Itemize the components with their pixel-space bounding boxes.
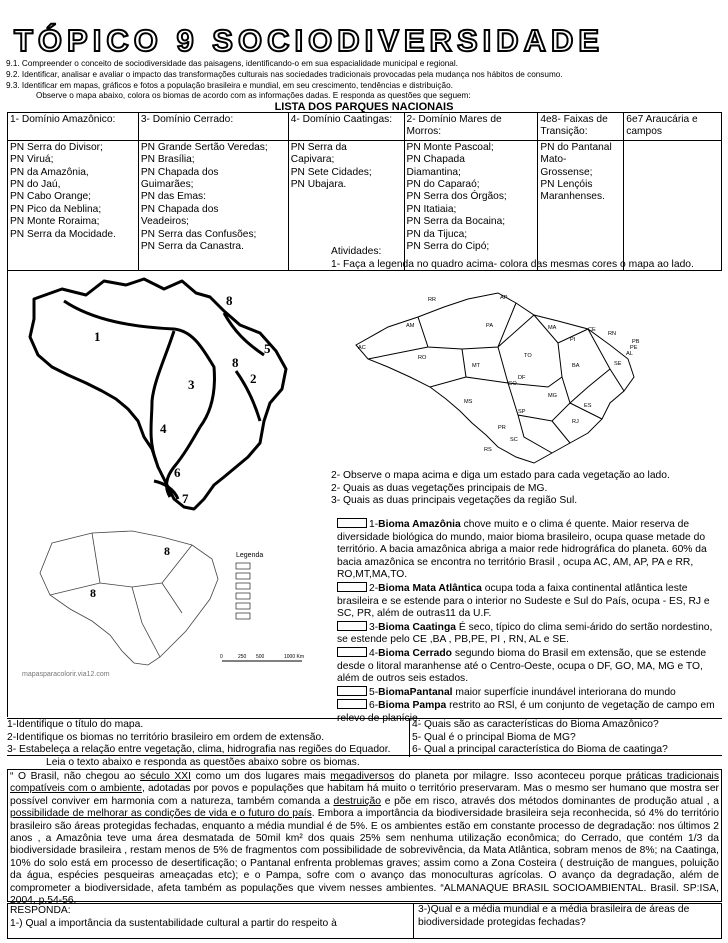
legend-title: Legenda — [236, 552, 264, 559]
state-label: RO — [418, 355, 427, 361]
question-item: 5- Qual é o principal Bioma de MG? — [412, 731, 576, 743]
region-number: 8 — [164, 544, 170, 558]
color-swatch[interactable] — [337, 518, 367, 528]
park-name: PN Itatiaia; — [406, 203, 457, 215]
region-number: 8 — [90, 586, 96, 600]
parks-header-cell: 3- Domínio Cerrado: — [138, 113, 288, 141]
biome-name: Bioma Pampa — [378, 700, 447, 712]
state-label: AP — [500, 295, 508, 301]
color-swatch[interactable] — [337, 621, 367, 631]
biome-description: restrito ao RSl, é um conjunto de vegetação de campo em relevo de planície. — [337, 700, 715, 724]
color-swatch[interactable] — [337, 647, 367, 657]
parks-header-cell: 4- Domínio Caatingas: — [288, 113, 404, 141]
state-label: TO — [524, 353, 532, 359]
response-question: 3-)Qual e a média mundial e a média brasileira de áreas de biodiversidade protegidas fechadas? — [418, 904, 690, 928]
parks-header-cell: 1- Domínio Amazônico: — [8, 113, 139, 141]
objective-item: 9.3. Identificar em mapas, gráficos e fotos a população brasileira e mundial, em seu crescimento, tendências e distribuição. — [6, 81, 453, 90]
park-name: PN Sete Cidades; — [290, 166, 372, 178]
excerpt-underlined: megadiversos — [330, 771, 395, 782]
activity-question: 2- Quais as duas vegetações principais de MG. — [331, 482, 548, 494]
state-label: BA — [572, 363, 580, 369]
activity-question: 3- Quais as duas principais vegetações da região Sul. — [331, 495, 578, 506]
park-name: PN Serra da Bocaina; — [406, 216, 506, 228]
state-label: SE — [614, 361, 622, 367]
legend-swatch — [236, 563, 250, 569]
response-right — [413, 904, 723, 938]
park-name: PN Serra da Mocidade. — [10, 228, 116, 240]
excerpt-underlined: práticas tradicionais compatíveis com o ambiente — [10, 771, 719, 795]
state-label: CE — [588, 327, 596, 333]
activity-question: 2- Observe o mapa acima e diga um estado para cada vegetação ao lado. — [331, 470, 670, 481]
scale-label: 0 — [220, 654, 223, 660]
state-label: MA — [548, 325, 557, 331]
region-number: 8 — [232, 355, 239, 370]
map-instruction: Observe o mapa abaixo, colora os biomas de acordo com as informações dadas. E responda as questões que seguem: — [36, 91, 471, 100]
color-swatch[interactable] — [337, 686, 367, 696]
scale-label: 250 — [238, 654, 247, 660]
biome-name: Bioma Caatinga — [378, 621, 456, 633]
state-label: RJ — [572, 419, 579, 425]
biome-item — [331, 518, 722, 582]
state-label: RR — [428, 297, 437, 303]
state-label: SP — [518, 409, 526, 415]
state-label: PE — [630, 345, 638, 351]
map-scale — [220, 654, 304, 661]
park-name: Grossense; — [540, 166, 593, 178]
park-name: PN Brasília; — [140, 154, 195, 166]
excerpt-text: . Embora a importância da biodiversidade brasileira seja reconhecida, só 4% do território brasileiro são áreas protegidas fechadas, enquanto a média mundial é de 5%. E os ambientes estão em constante processo de degradação: nos últimos 2 anos , a Amazônia teve uma área desmatada de 50mil km² dos quais 25% sem nenhuma utilização econômica; do Cerrado, que contém 1/3 da biodiversidade brasileira , restam menos de 5% de fragmentos com possibilidade de sobrevivência, da Mata Atlântica, sobram menos de 8%; na Caatinga, 10% do solo está em processo de desertificação; o Pantanal enfrenta problemas graves; assim como a Zona Costeira ( destruição de mangues, poluição da água, espécies pesqueiras ameaçadas etc); e o Pampa, sofre com o avanço das monoculturas agrícolas. O avanço da degradação, além de comprometer a biodiversidade, afeta também as populações que vivem nesses ambientes. “ALMANAQUE BRASIL SOCIOAMBIENTAL. Brasil. SP:ISA, 2004, p.54-56. — [10, 808, 719, 907]
park-name: PN Serra das Confusões; — [140, 228, 257, 240]
biome-description: É seco, típico do clima semi-árido do sertão nordestino, se estende pelo CE ,BA , PB,PE, PI , RN, AL e SE. — [337, 621, 713, 646]
biome-item — [331, 647, 722, 686]
parks-title: LISTA DOS PARQUES NACIONAIS — [274, 101, 454, 113]
excerpt-underlined: possibilidade de melhorar as condições de vida e o futuro do país — [10, 808, 312, 820]
state-label: PI — [570, 337, 576, 343]
questions-box — [7, 718, 722, 756]
park-name: PN Cabo Orange; — [10, 191, 91, 203]
excerpt-text: do planeta por milagre. Isso aconteceu porque — [394, 771, 627, 782]
park-name: PN Monte Pascoal; — [406, 141, 494, 153]
region-number: 2 — [250, 371, 257, 386]
objective-item: 9.2. Identificar, analisar e avaliar o impacto das transformações culturais nas sociedades tradicionais provocadas pela mudança nos hábitos de consumo. — [6, 70, 563, 79]
legend-swatch — [236, 573, 250, 579]
state-label: GO — [508, 381, 517, 387]
activities-block — [331, 246, 694, 271]
park-name: PN Pico da Neblina; — [10, 203, 102, 215]
park-name: Veadeiros; — [140, 216, 190, 228]
activity-questions — [331, 470, 670, 508]
biome-number: 2- — [369, 582, 379, 594]
park-name: PN Chapada — [406, 154, 465, 166]
biome-description: ocupa toda a faixa continental atlântica leste brasileira e se estende para o interior no Sudeste e Sul do País, ocupa - ES, RJ e SC, PR, além de outras11 da U.F. — [337, 582, 710, 620]
region-number: 4 — [160, 421, 167, 436]
biome-item — [331, 686, 722, 700]
brazil-states-map — [22, 523, 322, 673]
color-swatch[interactable] — [337, 699, 367, 709]
biome-number: 1- — [369, 519, 379, 530]
state-label: SC — [510, 437, 518, 443]
park-name: PN Serra do Cipó; — [406, 241, 490, 253]
biome-name: BiomaPantanal — [378, 686, 453, 698]
activities-label: Atividades: — [331, 246, 382, 257]
region-number: 3 — [188, 377, 195, 392]
park-name: PN Chapada dos — [140, 203, 219, 215]
state-label: MT — [472, 363, 481, 369]
biome-description: maior superfície inundável interiorana do mundo — [452, 686, 676, 698]
park-name: Maranhenses. — [540, 191, 605, 203]
questions-right — [409, 719, 722, 757]
questions-left — [7, 719, 407, 757]
biome-name: Bioma Mata Atlântica — [378, 582, 482, 594]
parks-header-cell: 6e7 Araucária e campos — [624, 113, 722, 141]
question-item: 3- Estabeleça a relação entre vegetação, clima, hidrografia nas regiões do Equador. — [7, 744, 391, 755]
state-label: PA — [486, 323, 494, 329]
biome-number: 5- — [369, 686, 379, 698]
region-number: 6 — [174, 465, 181, 480]
park-name: PN Serra da Canastra. — [140, 241, 244, 253]
response-label: RESPONDA: — [10, 905, 71, 916]
state-label: PB — [632, 339, 640, 345]
legend-swatch — [236, 583, 250, 589]
park-name: Diamantina; — [406, 166, 461, 178]
biome-legend — [331, 518, 722, 726]
park-name: PN Serra dos Órgãos; — [406, 191, 507, 203]
objective-item: 9.1. Compreender o conceito de sociodiversidade das paisagens, identificando-o em sua espacialidade municipal e regional. — [6, 59, 458, 68]
park-name: Capivara; — [290, 154, 335, 166]
park-name: PN Monte Roraima; — [10, 216, 100, 228]
state-label: RS — [484, 447, 492, 453]
excerpt-text: como um dos lugares mais — [191, 771, 331, 782]
question-item: 2-Identifique os biomas no território brasileiro em ordem de extensão. — [7, 731, 325, 743]
question-item: 1-Identifique o título do mapa. — [7, 719, 144, 730]
biome-name: Bioma Cerrado — [378, 647, 452, 659]
region-number: 8 — [226, 293, 233, 308]
state-label: AC — [358, 345, 366, 351]
biome-number: 6- — [369, 700, 379, 712]
color-swatch[interactable] — [337, 582, 367, 592]
question-item: 4- Quais são as características do Bioma Amazônico? — [412, 719, 659, 730]
parks-header-row — [8, 113, 722, 141]
biome-item — [331, 582, 722, 621]
response-left — [10, 905, 410, 930]
biome-description: segundo bioma do Brasil em extensão, que se estende desde o litoral maranhense até o Centro-Oeste, ocupa o DF, GO, MA, MG e TO, além de outros seis estados. — [337, 647, 707, 685]
park-name: PN Viruá; — [10, 154, 54, 166]
region-number: 7 — [182, 491, 189, 506]
park-name: PN do Pantanal — [540, 141, 612, 153]
park-name: PN Chapada dos — [140, 166, 219, 178]
excerpt-underlined: destruição — [333, 795, 382, 807]
parks-header-cell: 2- Domínio Mares de Morros: — [404, 113, 538, 141]
brazil-state-map — [348, 287, 648, 465]
park-name: PN Lençóis — [540, 179, 593, 191]
state-label: MS — [464, 399, 473, 405]
legend-swatch — [236, 613, 250, 619]
page-title: TÓPICO 9 SOCIODIVERSIDADE — [14, 23, 605, 58]
text-excerpt — [7, 769, 722, 907]
objectives-list — [6, 58, 722, 91]
legend-swatch — [236, 603, 250, 609]
response-box — [7, 903, 722, 939]
map-credit: mapasparacolorir.via12.com — [22, 671, 110, 678]
excerpt-text: “ O Brasil, não chegou ao — [10, 771, 141, 782]
park-name: Guimarães; — [140, 179, 194, 191]
response-question: 1-) Qual a importância da sustentabilidade cultural a partir do respeito à — [10, 917, 337, 929]
state-label: RN — [608, 331, 617, 337]
region-number: 1 — [94, 329, 101, 344]
park-name: PN da Tijuca; — [406, 228, 468, 240]
biome-name: Bioma Amazônia — [378, 519, 461, 530]
park-name: PN do Jaú, — [10, 179, 61, 191]
park-name: PN Grande Sertão Veredas; — [140, 141, 268, 153]
biome-description: chove muito e o clima é quente. Maior reserva de diversidade biológica do mundo, maior bioma brasileiro, ocupa quase metade do território. A bacia amazônica abriga a maior rede hidrográfica do planeta. 60% da bacia amazônica se encontra no território Brasil , ocupa AC, AM, AP, PA e RR, RO,MT,MA,TO. — [337, 519, 707, 581]
park-name: Mato- — [540, 154, 567, 166]
legend-swatch — [236, 593, 250, 599]
park-name: PN Ubajara. — [290, 179, 347, 191]
biome-number: 3- — [369, 621, 379, 633]
park-name: PN do Caparaó; — [406, 179, 480, 191]
state-label: MG — [548, 393, 558, 399]
read-instruction: Leia o texto abaixo e responda as questões abaixo sobre os biomas. — [46, 757, 360, 768]
question-item: 6- Qual a principal característica do Bioma de caatinga? — [412, 744, 668, 755]
state-label: ES — [584, 403, 592, 409]
excerpt-text: , adotadas por povos e populações que habitam há muito o território preservaram. Mas o mesmo ser humano que mostra ser possível conviver em harmonia com a natureza, também comanda a — [10, 783, 719, 807]
state-label: AM — [406, 323, 415, 329]
park-name: PN das Emas: — [140, 191, 206, 203]
state-label: PR — [498, 425, 506, 431]
biome-number: 4- — [369, 647, 379, 659]
biomes-outline-map — [24, 271, 294, 511]
activity-question: 1- Faça a legenda no quadro acima- colora das mesmas cores o mapa ao lado. — [331, 258, 694, 270]
scale-label: 1000 Km — [284, 654, 305, 660]
state-label: AL — [626, 351, 633, 357]
state-label: DF — [518, 375, 526, 381]
maps-panel — [7, 243, 328, 717]
excerpt-underlined: século XXI — [140, 771, 192, 782]
park-name: PN Serra do Divisor; — [10, 141, 103, 153]
scale-label: 500 — [256, 654, 265, 660]
park-name: PN da Amazônia, — [10, 166, 89, 178]
excerpt-text: e põe em risco, através dos métodos dominantes de produção atual , a — [381, 795, 719, 807]
region-number: 5 — [264, 341, 271, 356]
park-name: PN Serra da — [290, 141, 347, 153]
parks-header-cell: 4e8- Faixas de Transição: — [538, 113, 624, 141]
biome-item — [331, 621, 722, 647]
